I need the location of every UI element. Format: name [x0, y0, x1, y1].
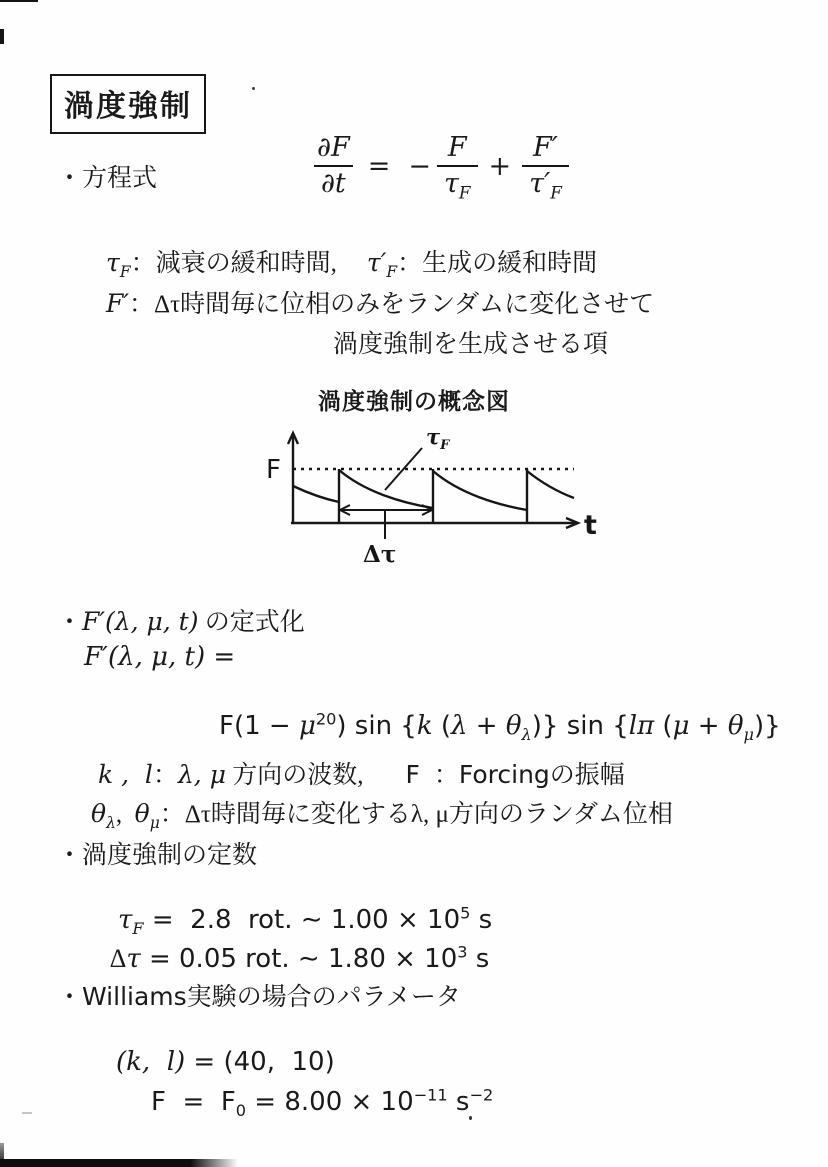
scan-edge-top	[0, 0, 38, 2]
constants-heading: ・渦度強制の定数	[57, 842, 258, 869]
eq-denominator: $\tau'_F$	[522, 165, 569, 198]
scan-mark-left	[0, 29, 4, 44]
tau-f-symbol: $\tau_F$	[118, 905, 144, 939]
williams-heading: ・Williams実験の場合のパラメータ	[57, 982, 461, 1011]
amplitude-F: F	[219, 711, 234, 741]
delta-tau-label: Δτ	[363, 541, 397, 568]
eq-denominator: $\tau_F$	[437, 165, 478, 198]
main-equation	[308, 132, 571, 203]
eq-numerator: ∂F	[317, 132, 350, 163]
f-prime-legend-line: F′：Δτ時間毎に位相のみをランダムに変化させて	[106, 289, 655, 318]
tau-symbol: $\tau_F$	[106, 248, 131, 281]
formulation-lhs: F′(λ, μ, t) =	[84, 642, 236, 672]
y-axis-label: F	[266, 455, 281, 485]
plus-sign: +	[488, 150, 512, 182]
equation-section-label: ・方程式	[57, 165, 158, 192]
f-prime-args: F′(λ, μ, t)	[82, 607, 199, 636]
f0-symbol: $F_0$	[220, 1087, 247, 1121]
scan-speck-2	[469, 1116, 472, 1120]
f-prime-symbol: F′	[106, 289, 130, 318]
page-title-box	[50, 74, 206, 134]
scan-speck-3	[22, 1112, 32, 1114]
fraction-Fp-taupF	[522, 132, 569, 203]
f-value-line: $F = F_0 = 8.00 \times 10^{-11}$ $s^{-2}$	[151, 1085, 494, 1121]
decay-curve-3	[433, 471, 527, 510]
fraction-F-tauF	[437, 132, 478, 203]
tau-prime-symbol: $\tau'_F$	[366, 248, 398, 281]
f-prime-legend-line-2: 渦度強制を生成させる項	[333, 331, 609, 358]
delta-tau-constant-line: Δτ = 0.05 rot. ∼ $1.80 \times 10^3$ s	[109, 942, 490, 974]
diagram-title: 渦度強制の概念図	[318, 389, 510, 415]
forcing-concept-diagram	[250, 420, 650, 570]
formulation-heading: ・F′(λ, μ, t) の定式化	[57, 607, 305, 636]
eq-numerator: F	[447, 132, 467, 163]
decay-curve-4	[527, 471, 574, 498]
formulation-rhs: $F(1 - \mu^{20})$ sin {k $(\lambda + \theta_\lambda)$} sin {lπ $(\mu + \theta_\mu)$}	[219, 709, 781, 745]
page-title: 渦度強制	[64, 89, 192, 124]
tau-constant-line: $\tau_F = 2.8$ rot. ∼ $1.00 \times 10^5$ s	[118, 903, 493, 939]
x-axis-label: t	[584, 510, 597, 541]
tau-f-label: $\tau_F$	[426, 424, 450, 453]
scan-edge-bottom	[0, 1159, 238, 1167]
equals-sign: =	[367, 150, 391, 182]
decay-curve-1	[293, 486, 339, 502]
fraction-dF-dt	[310, 134, 357, 199]
tau-legend-line: $\tau_F$：減衰の緩和時間, $\tau'_F$：生成の緩和時間	[106, 248, 598, 281]
minus-sign: −	[408, 150, 431, 182]
amplitude-F: F	[405, 760, 420, 789]
scan-speck-1	[252, 87, 255, 90]
eq-numerator: F′	[533, 132, 558, 163]
wavenumber-legend-line: k , l：λ, μ 方向の波数, F ：Forcingの振幅	[98, 760, 625, 789]
kl-values-line: (k, l) = (40, 10)	[116, 1047, 335, 1077]
eq-denominator: ∂t	[314, 165, 353, 198]
random-phase-legend-line: $\theta_\lambda$, $\theta_\mu$：Δτ時間毎に変化するλ, μ方向のランダム位相	[91, 799, 673, 832]
